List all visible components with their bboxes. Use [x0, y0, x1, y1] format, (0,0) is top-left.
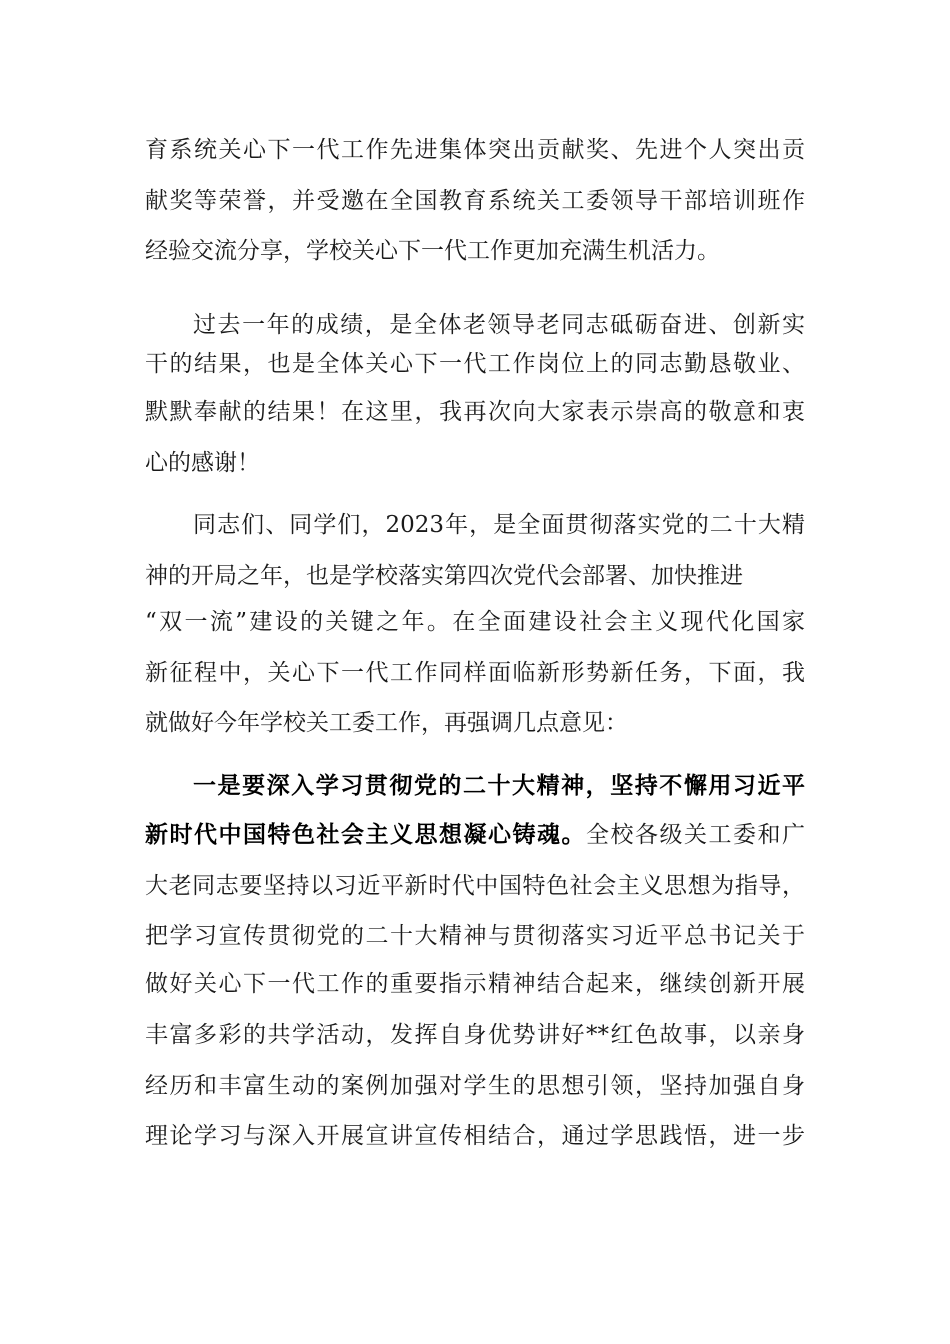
paragraph-line: 献奖等荣誉，并受邀在全国教育系统关工委领导干部培训班作 [145, 188, 805, 214]
paragraph-line: 做好关心下一代工作的重要指示精神结合起来，继续创新开展 [145, 971, 805, 997]
section-heading-line: 一是要深入学习贯彻党的二十大精神，坚持不懈用习近平 [193, 772, 805, 799]
paragraph-line: 默默奉献的结果！在这里，我再次向大家表示崇高的敬意和衷 [145, 399, 805, 425]
paragraph-line: 丰富多彩的共学活动，发挥自身优势讲好**红色故事，以亲身 [145, 1022, 805, 1048]
paragraph-text: 全校各级关工委和广 [586, 822, 805, 848]
paragraph-line: 干的结果，也是全体关心下一代工作岗位上的同志勤恳敬业、 [145, 351, 805, 377]
paragraph-line: 经历和丰富生动的案例加强对学生的思想引领，坚持加强自身 [145, 1073, 805, 1099]
paragraph-line: “双一流”建设的关键之年。在全面建设社会主义现代化国家 [145, 609, 805, 635]
paragraph-line: 理论学习与深入开展宣讲宣传相结合，通过学思践悟，进一步 [145, 1123, 805, 1149]
paragraph-line: 过去一年的成绩，是全体老领导老同志砥砺奋进、创新实 [193, 312, 805, 338]
paragraph-line [145, 815, 805, 855]
paragraph-line: 就做好今年学校关工委工作，再强调几点意见： [145, 710, 628, 736]
paragraph-line: 育系统关心下一代工作先进集体突出贡献奖、先进个人突出贡 [145, 137, 805, 163]
paragraph-line: 大老同志要坚持以习近平新时代中国特色社会主义思想为指导， [145, 873, 805, 899]
paragraph-line: 把学习宣传贯彻党的二十大精神与贯彻落实习近平总书记关于 [145, 923, 805, 949]
paragraph-line: 神的开局之年，也是学校落实第四次党代会部署、加快推进 [145, 563, 743, 589]
paragraph-line: 新征程中，关心下一代工作同样面临新形势新任务，下面，我 [145, 660, 805, 686]
paragraph-line: 同志们、同学们，2023年，是全面贯彻落实党的二十大精 [193, 512, 805, 538]
paragraph-line: 经验交流分享，学校关心下一代工作更加充满生机活力。 [145, 238, 720, 264]
paragraph-line: 心的感谢！ [145, 450, 260, 476]
section-heading-bold: 新时代中国特色社会主义思想凝心铸魂。 [145, 821, 586, 848]
